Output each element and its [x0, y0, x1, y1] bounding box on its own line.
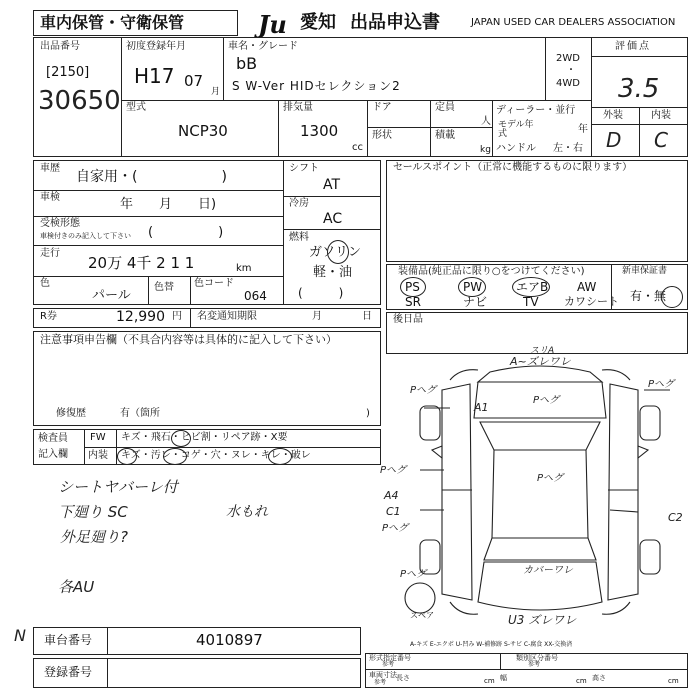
class-ref: 参考 [528, 661, 541, 668]
inspection-label: 車検 [40, 192, 60, 203]
car-name-label: 車名・グレード [228, 41, 298, 52]
fuel-label: 燃料 [289, 232, 309, 243]
load-label: 積載 [435, 130, 455, 141]
year-unit: 年 [578, 124, 588, 135]
mileage-unit: km [236, 263, 252, 274]
vehicle-size-ref: 参考 [374, 679, 387, 686]
inspector-label: 検査員 [38, 433, 68, 444]
lot-number-label: 出品番号 [40, 41, 80, 52]
handwritten-note-2: 下廻り SC [58, 503, 128, 521]
repair-paren: ) [366, 408, 370, 419]
displacement-label: 排気量 [283, 102, 313, 113]
score-label: 評価点 [615, 41, 651, 52]
width-label: 幅 [500, 674, 507, 682]
length-label: 長さ [396, 674, 410, 682]
chassis-number: 4010897 [196, 631, 263, 649]
interior-grade: C [654, 128, 668, 152]
chassis-label: 車台番号 [44, 633, 93, 647]
inspection-form-label: 受検形態 [40, 218, 80, 229]
color-change-label: 色替 [154, 282, 174, 293]
height-unit: cm [668, 677, 679, 685]
recycle-label: R券 [40, 311, 57, 322]
capacity-unit: 人 [481, 116, 491, 127]
recycle-unit: 円 [172, 311, 182, 322]
interior-label: 内装 [651, 110, 671, 121]
inspection-value: 年 月 日) [120, 197, 217, 212]
class-label: 類別区分番号 [516, 654, 558, 662]
in-stain-circle [163, 448, 187, 465]
name-change-label: 名変通知期限 [197, 311, 257, 322]
load-unit: kg [480, 145, 491, 155]
month-unit: 月 [211, 87, 221, 97]
model-code: NCP30 [178, 122, 228, 140]
mark-c2: C2 [668, 511, 683, 524]
car-name: bB [236, 54, 258, 73]
equip-pw: PW [463, 280, 483, 294]
model-spec-label: 形式指定番号 [369, 654, 411, 662]
interior-row-label: 内装 [88, 450, 108, 461]
equipment-label: 装備品(純正品に限り○をつけてください) [398, 266, 585, 277]
capacity-label: 定員 [435, 102, 455, 113]
warranty-circle [661, 286, 683, 308]
interior-items: キズ・汚レ・コゲ・穴・ヌレ・キレ・破レ [121, 450, 311, 461]
color-code: 064 [244, 289, 267, 303]
ac-label: 冷房 [289, 198, 309, 209]
inspection-form-value: ( ) [148, 225, 224, 240]
width-unit: cm [576, 677, 587, 685]
drive-dot: ・ [566, 65, 576, 76]
mark-pagu-fr: Pヘグ [648, 379, 675, 390]
model-label: 型式 [126, 102, 146, 113]
mark-a4: A4 [384, 489, 399, 502]
shape-label: 形状 [372, 130, 392, 141]
notes-label: 注意事項申告欄（不具合内容等は具体的に記入して下さい） [40, 333, 337, 346]
name-change-month: 月 [312, 311, 322, 322]
mark-c1: C1 [386, 505, 401, 518]
equip-ps-circle [400, 277, 426, 297]
equip-airbag-circle [512, 277, 550, 297]
score: 3.5 [618, 74, 660, 104]
height-label: 高さ [592, 674, 606, 682]
equip-pw-circle [458, 277, 486, 297]
inspector-label2: 記入欄 [38, 449, 68, 460]
mark-cover: カバーワレ [523, 565, 573, 576]
vehicle-info-block [33, 37, 688, 157]
fuel-other: 軽・油 [313, 265, 353, 280]
color-code-label: 色コード [194, 278, 234, 289]
doors-label: ドア [372, 102, 392, 113]
mileage-value: 20万 4千 2 1 1 [88, 254, 195, 272]
spare-label: スペア [410, 611, 434, 620]
ju-logo: Ju [258, 10, 287, 39]
equip-aw: AW [577, 280, 597, 294]
name-change-day: 日 [362, 311, 372, 322]
equip-tv: TV [523, 295, 539, 309]
form-title: 出品申込書 [350, 12, 440, 33]
registration-label: 登録番号 [44, 665, 93, 679]
shift-label: シフト [289, 163, 319, 174]
handwritten-note-extra: 水もれ [226, 504, 268, 520]
mark-top-small: スリA [530, 346, 555, 356]
fw-label: FW [90, 432, 106, 443]
model-spec-ref: 参考 [382, 661, 395, 668]
usage-label: 車歴 [40, 163, 60, 174]
org-name: 愛知 [300, 12, 336, 33]
lot-number: 30650 [38, 86, 121, 116]
ac-value: AC [323, 211, 343, 227]
usage-value: 自家用・( ) [76, 169, 227, 185]
mark-a1: A1 [474, 401, 489, 414]
fw-chip-circle [171, 430, 191, 447]
after-item-label: 後日品 [393, 314, 423, 325]
handwritten-note-4: 各AU [58, 578, 95, 596]
mark-pagu-roof: Pヘグ [537, 473, 564, 484]
exterior-grade: D [606, 128, 622, 152]
registration-year: H17 [134, 64, 175, 88]
registration-month: 07 [184, 72, 204, 90]
color-label: 色 [40, 278, 50, 289]
equip-navi: ナビ [463, 295, 488, 309]
recycle-value: 12,990 [116, 309, 165, 325]
exterior-label: 外装 [603, 110, 623, 121]
handle-label: ハンドル [496, 143, 536, 154]
handwritten-note-3: 外足廻り? [60, 528, 128, 546]
equip-sr: SR [405, 295, 421, 309]
new-warranty-label: 新車保証書 [622, 266, 668, 276]
margin-mark: N [14, 626, 26, 645]
mark-pagu-fl: Pヘグ [410, 385, 437, 396]
mark-pagu-left1: Pヘグ [380, 465, 407, 476]
repair-value: 有（箇所 [120, 408, 160, 419]
fuel-paren: ( ) [298, 286, 344, 300]
equip-ps: PS [405, 280, 420, 294]
equip-leather: カワシート [564, 295, 619, 308]
model-year-label: モデル年式 [498, 120, 534, 139]
lot-sub-number: [2150] [46, 65, 90, 80]
shift-value: AT [323, 177, 341, 193]
warranty-value: 有・無 [630, 289, 667, 303]
storage-note: 車内保管・守衛保管 [40, 13, 185, 32]
drive-2wd: 2WD [556, 53, 580, 64]
drive-4wd: 4WD [556, 78, 580, 89]
sales-point-box [386, 160, 688, 262]
mileage-label: 走行 [40, 248, 60, 259]
inspection-form-note: 車検付きのみ記入して下さい [40, 232, 131, 240]
length-unit: cm [484, 677, 495, 685]
first-registration-label: 初度登録年月 [126, 41, 186, 52]
sales-point-label: セールスポイント（正常に機能するものに限ります） [393, 162, 633, 173]
fw-items: キズ・飛石・ヒビ割・リペア跡・X要 [121, 432, 288, 443]
mark-u3: U3 ズレワレ [508, 613, 577, 627]
grade: S W-Ver HIDセレクション2 [232, 79, 401, 93]
vehicle-size-label: 車両寸法 [369, 671, 397, 679]
color-value: パール [92, 288, 131, 303]
equip-airbag: エアB [516, 280, 549, 294]
damage-legend: A-キズ E-エクボ U-凹み W-補修跡 S-サビ C-腐食 XX-交換済 [410, 641, 573, 648]
in-scratch-circle [117, 448, 137, 465]
dealer-label: ディーラー・並行 [496, 105, 576, 116]
fuel-options: ガソリン [309, 245, 362, 260]
fuel-selected-circle [327, 240, 349, 264]
repair-label: 修復歴 [56, 408, 86, 419]
handle-value: 左・右 [553, 143, 583, 154]
handwritten-note-1: シートヤバーレ付 [58, 478, 178, 496]
mark-pagu-left2: Pヘグ [382, 523, 409, 534]
mark-pagu-rl: Pヘグ [400, 569, 427, 580]
displacement: 1300 [300, 122, 339, 140]
mark-pagu-hood: Pヘグ [533, 395, 560, 406]
association-name: JAPAN USED CAR DEALERS ASSOCIATION [471, 17, 676, 28]
in-wet-circle [268, 448, 292, 465]
mark-top: A~ズレワレ [510, 355, 571, 368]
displacement-unit: cc [352, 142, 363, 153]
